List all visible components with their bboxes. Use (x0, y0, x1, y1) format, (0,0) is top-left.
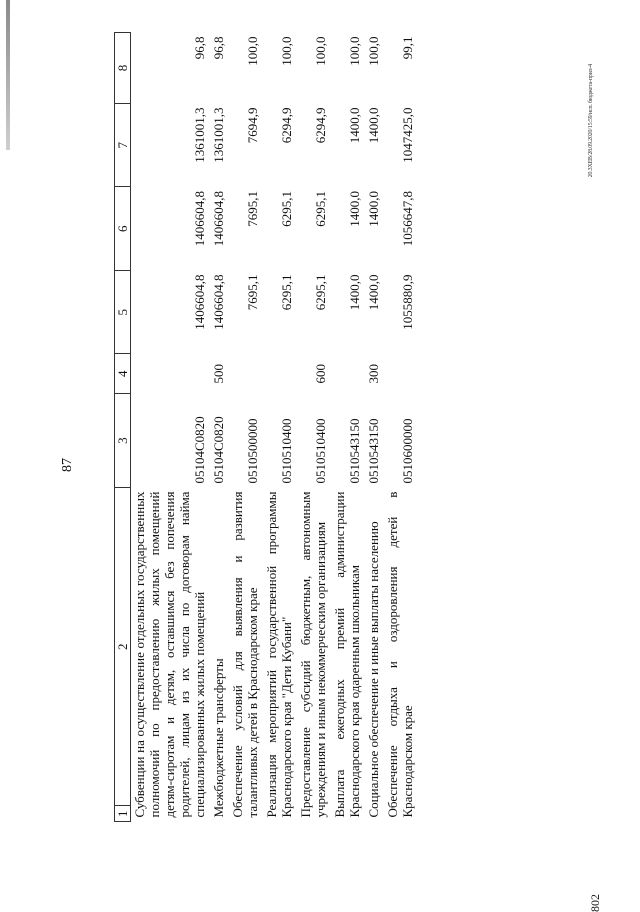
row-col5: 1406604,8 (211, 274, 226, 330)
rotated-page (40, 22, 602, 912)
corner-page-number: 802 (588, 894, 602, 912)
table-row (331, 33, 365, 822)
row-col5: 6295,1 (313, 274, 328, 311)
row-code: 0510510400 (279, 418, 294, 484)
row-code: 0510543150 (347, 418, 362, 484)
header-col-1: 1 (115, 806, 131, 822)
row-col8: 100,0 (366, 36, 381, 66)
row-col6: 1406604,8 (211, 191, 226, 247)
row-name: Межбюджетные трансферты (211, 658, 226, 818)
row-col5: 1400,0 (366, 274, 381, 311)
row-col8: 100,0 (313, 36, 328, 66)
row-code: 05104C0820 (192, 416, 207, 484)
row-kind (131, 354, 211, 394)
row-col6: 1406604,8 (192, 191, 207, 247)
row-col8: 99,1 (400, 36, 415, 60)
row-col8: 96,8 (211, 36, 226, 60)
row-col7: 1400,0 (347, 107, 362, 144)
table-row (365, 33, 384, 822)
row-col7: 1361001,3 (211, 107, 226, 163)
row-col7: 1400,0 (366, 107, 381, 144)
page-number: 87 (60, 458, 75, 472)
row-col7: 6294,9 (279, 107, 294, 144)
row-name: Обеспечение отдыха и оздоровления детей в Краснодарском крае (385, 491, 415, 818)
header-col-7: 7 (115, 104, 131, 187)
header-col-8: 8 (115, 33, 131, 104)
header-col-2: 2 (115, 488, 131, 806)
row-code: 05104C0820 (211, 416, 226, 484)
header-col-3: 3 (115, 394, 131, 488)
row-code: 0510510400 (313, 418, 328, 484)
row-name: Предоставление субсидий бюджетным, автономным учреждениям и иным некоммерческим организациям (298, 491, 328, 818)
row-col8: 100,0 (245, 36, 260, 66)
row-name: Социальное обеспечение и иные выплаты населению (366, 521, 381, 818)
row-col8: 100,0 (347, 36, 362, 66)
header-col-6: 6 (115, 187, 131, 270)
table-row (210, 33, 229, 822)
row-kind: 300 (366, 364, 381, 384)
row-col8: 100,0 (279, 36, 294, 66)
row-kind (331, 354, 365, 394)
row-col7: 6294,9 (313, 107, 328, 144)
row-col6: 1400,0 (366, 191, 381, 227)
row-col5: 1055880,9 (400, 274, 415, 330)
row-kind (384, 354, 418, 394)
table-row (263, 33, 297, 822)
row-col5: 1400,0 (347, 274, 362, 311)
table-row (384, 33, 418, 822)
row-name: Субвенции на осуществление отдельных государственных полномочий по предоставлению жилых помещений детям-сиротам и детям, оставшимся без попечения родителей, лицам из их числа по договорам найма специализированных жилых помещений (132, 491, 207, 818)
row-name: Реализация мероприятий государственной программы Краснодарского края "Дети Кубани" (264, 491, 294, 818)
row-name: Выплата ежегодных премий администрации Краснодарского края одаренным школьникам (332, 491, 362, 818)
table-row (131, 33, 211, 822)
table-row (229, 33, 263, 822)
row-col7: 7694,9 (245, 107, 260, 144)
row-kind: 600 (313, 364, 328, 384)
row-code: 0510543150 (366, 418, 381, 484)
row-name: Обеспечение условий для выявления и развития талантливых детей в Краснодарском крае (230, 491, 260, 818)
header-col-4: 4 (115, 354, 131, 394)
row-code: 0510500000 (245, 418, 260, 484)
document-stamp: 20.3ХЕВ/28.09.2020/15:59/исп. бюджета-прил-4 (588, 64, 594, 178)
row-col6: 6295,1 (313, 191, 328, 227)
scan-edge-mark (6, 0, 10, 150)
row-col8: 96,8 (192, 36, 207, 60)
table-row (297, 33, 331, 822)
row-col5: 1406604,8 (192, 274, 207, 330)
header-col-5: 5 (115, 270, 131, 353)
row-code: 0510600000 (400, 418, 415, 484)
row-col7: 1361001,3 (192, 107, 207, 163)
row-col6: 6295,1 (279, 191, 294, 227)
budget-table (114, 32, 418, 822)
header-row (115, 33, 131, 822)
row-col6: 1056647,8 (400, 191, 415, 247)
row-kind (263, 354, 297, 394)
row-kind (229, 354, 263, 394)
row-col6: 7695,1 (245, 191, 260, 227)
row-col6: 1400,0 (347, 191, 362, 227)
row-col7: 1047425,0 (400, 107, 415, 163)
row-kind: 500 (211, 364, 226, 384)
row-col5: 7695,1 (245, 274, 260, 311)
row-col5: 6295,1 (279, 274, 294, 311)
